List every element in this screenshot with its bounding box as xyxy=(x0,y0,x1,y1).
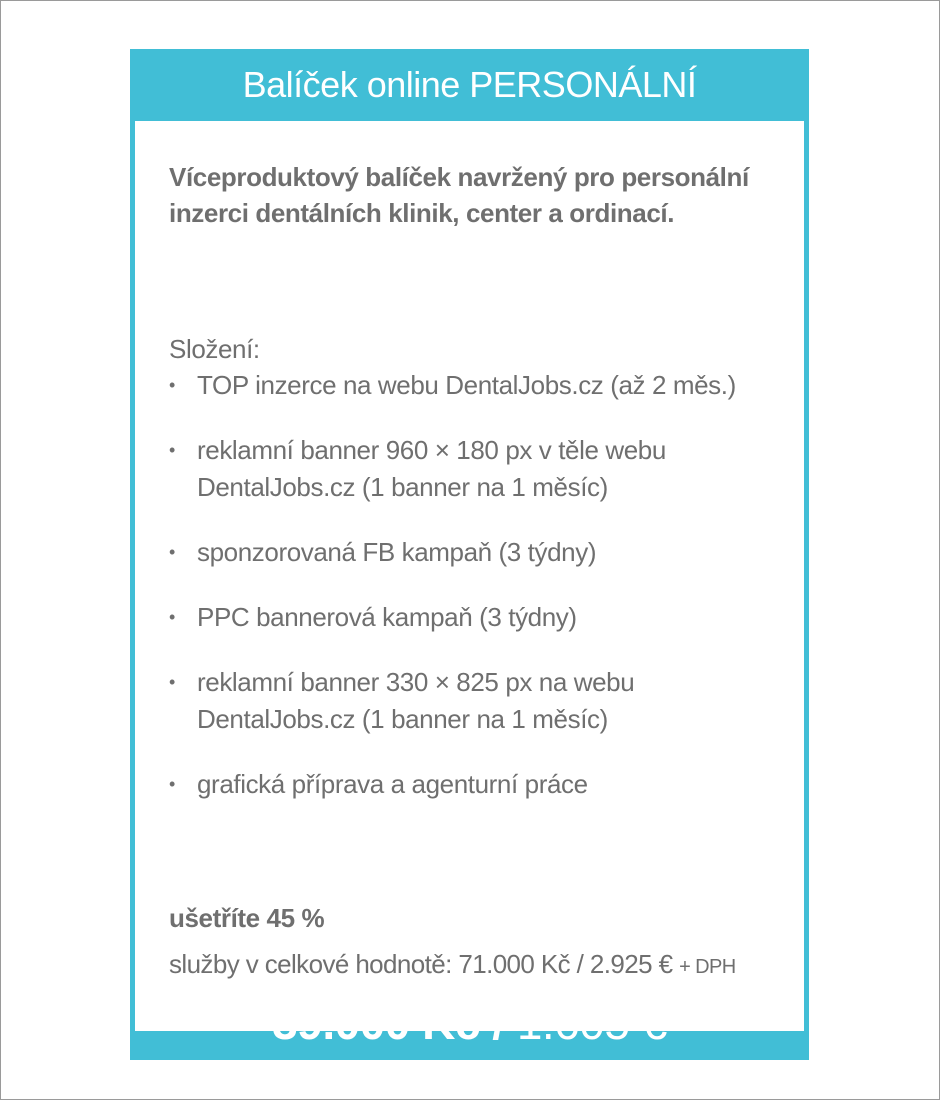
list-item xyxy=(169,432,799,506)
package-body xyxy=(135,121,804,1031)
price-eur: 1.605 € xyxy=(516,996,667,1049)
list-item xyxy=(169,599,799,636)
list-item-text: sponzorovaná FB kampaň (3 týdny) xyxy=(197,537,597,567)
total-value-text: služby v celkové hodnotě: 71.000 Kč / 2.925 € xyxy=(169,949,673,979)
bullet-icon: • xyxy=(169,375,175,395)
list-item xyxy=(169,766,799,803)
vat-note: + DPH xyxy=(679,956,736,978)
total-value-line xyxy=(169,949,736,980)
bullet-icon: • xyxy=(169,440,175,460)
list-item xyxy=(169,367,799,404)
list-item-text: reklamní banner 330 × 825 px na webu DentalJobs.cz (1 banner na 1 měsíc) xyxy=(197,667,635,734)
package-title: Balíček online PERSONÁLNÍ xyxy=(242,64,697,105)
package-price xyxy=(130,985,809,1060)
list-item xyxy=(169,534,799,571)
list-item-text: TOP inzerce na webu DentalJobs.cz (až 2 měs.) xyxy=(197,370,736,400)
savings-text: ušetříte 45 % xyxy=(169,903,325,933)
price-czk: 39.000 Kč / xyxy=(272,996,505,1049)
list-item xyxy=(169,664,799,738)
composition-list xyxy=(169,367,799,831)
list-item-text: PPC bannerová kampaň (3 týdny) xyxy=(197,602,577,632)
composition-label: Složení: xyxy=(169,334,260,364)
bullet-icon: • xyxy=(169,607,175,627)
list-item-text: grafická příprava a agenturní práce xyxy=(197,769,588,799)
bullet-icon: • xyxy=(169,672,175,692)
list-item-text: reklamní banner 960 × 180 px v těle webu DentalJobs.cz (1 banner na 1 měsíc) xyxy=(197,435,666,502)
package-card xyxy=(130,49,809,1060)
bullet-icon: • xyxy=(169,774,175,794)
package-intro: Víceproduktový balíček navržený pro personální inzerci dentálních klinik, center a ordinací. xyxy=(169,162,749,228)
bullet-icon: • xyxy=(169,542,175,562)
